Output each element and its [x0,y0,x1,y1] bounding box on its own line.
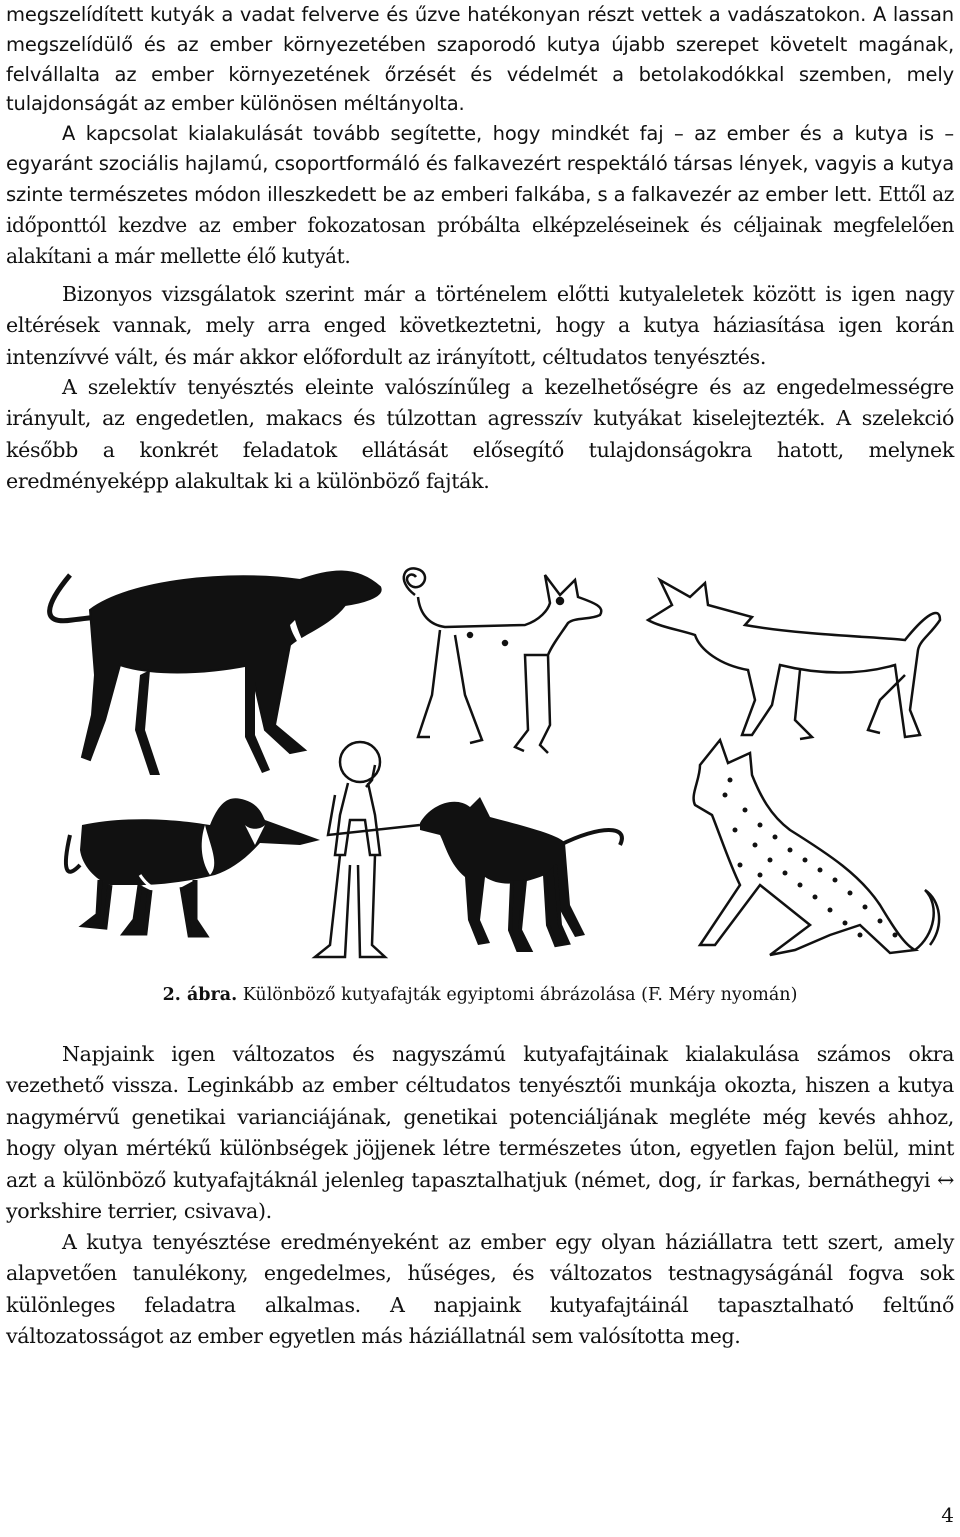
paragraph-2-serif-tail: Ettől az időponttól kezdve az ember fokozatosan próbálta elképzeléseinek és céljainak megfelelően alakítani a már mellette élő kutyát. [6,181,954,269]
paragraph-6: A kutya tenyésztése eredményeként az ember egy olyan háziállatra tett szert, amely alapvetően tanulékony, engedelmes, hűséges, és változatos testnagyságánál fogva sok különleges feladatra alkalmas. A napjaink kutyafajtáinál tapasztalható feltűnő változatosságot az ember egyetlen más háziállatnál sem valósította meg. [6,1230,954,1349]
paragraph-3: Bizonyos vizsgálatok szerint már a történelem előtti kutyaleletek között is igen nagy eltérések vannak, mely arra enged következtetni, hogy a kutya háziasítása igen korán intenzívvé vált, és már akkor előfordult az irányított, céltudatos tenyésztés. [6,282,954,369]
paragraph-5: Napjaink igen változatos és nagyszámú kutyafajtáinak kialakulása számos okra vezethető vissza. Leginkább az ember céltudatos tenyésztői munkája okozta, hiszen a kutya nagymérvű genetikai varianciájának, genetikai potenciáljának megléte még kevés ahhoz, hogy olyan mértékű különbségek jöjjenek létre természetes úton, egyetlen fajon belül, mint azt a különböző kutyafajtáknál jelenleg tapasztalhatjuk (német, dog, ír farkas, bernáthegyi ↔ yorkshire terrier, csivava). [6,1042,954,1224]
man-with-leash-icon [315,742,420,957]
page-number: 4 [941,1503,954,1527]
dog-spotted-sitting-icon [694,740,939,955]
paragraph-4: A szelektív tenyésztés eleinte valószínűleg a kezelhetőségre és az engedelmességre irányult, az engedetlen, makacs és túlzottan agresszív kutyákat kiselejtezték. A szelekció később a konkrét feladatok ellátását elősegítő tulajdonságokra hatott, melynek eredményeképp alakultak ki a különböző fajták. [6,375,954,493]
paragraph-2 [6,119,954,272]
figure-caption [0,983,960,1007]
dog-black-walking-icon [50,571,381,775]
caption-label: 2. ábra. [162,985,238,1005]
dog-jackal-outline-icon [648,580,940,739]
paragraph-1: megszelídített kutyák a vadat felverve és űzve hatékonyan részt vettek a vadászatokon. A lassan megszelídülő és az ember környezetében szaporodó kutya újabb szerepet követelt magának, felvállalta az ember környezetének őrzését és védelmét a betolakodókkal szemben, mely tulajdonságát az ember különösen méltányolta. [6,3,954,116]
dog-spotted-curled-tail-icon [404,568,601,753]
figure-illustration [0,525,960,977]
figure-egyptian-dogs [0,525,960,977]
dog-black-barking-icon [420,797,622,950]
dog-black-white-collar-icon [66,798,320,935]
paragraph-2-sans: A kapcsolat kialakulását tovább segítette, hogy mindkét faj – az ember és a kutya is – egyaránt szociális hajlamú, csoportformáló és falkavezért respektáló társas lények, vagyis a kutya szinte természetes módon illeszkedett be az emberi falkába, s a falkavezér az ember lett. [6,122,954,206]
caption-text: Különböző kutyafajták egyiptomi ábrázolása (F. Méry nyomán) [237,985,798,1005]
